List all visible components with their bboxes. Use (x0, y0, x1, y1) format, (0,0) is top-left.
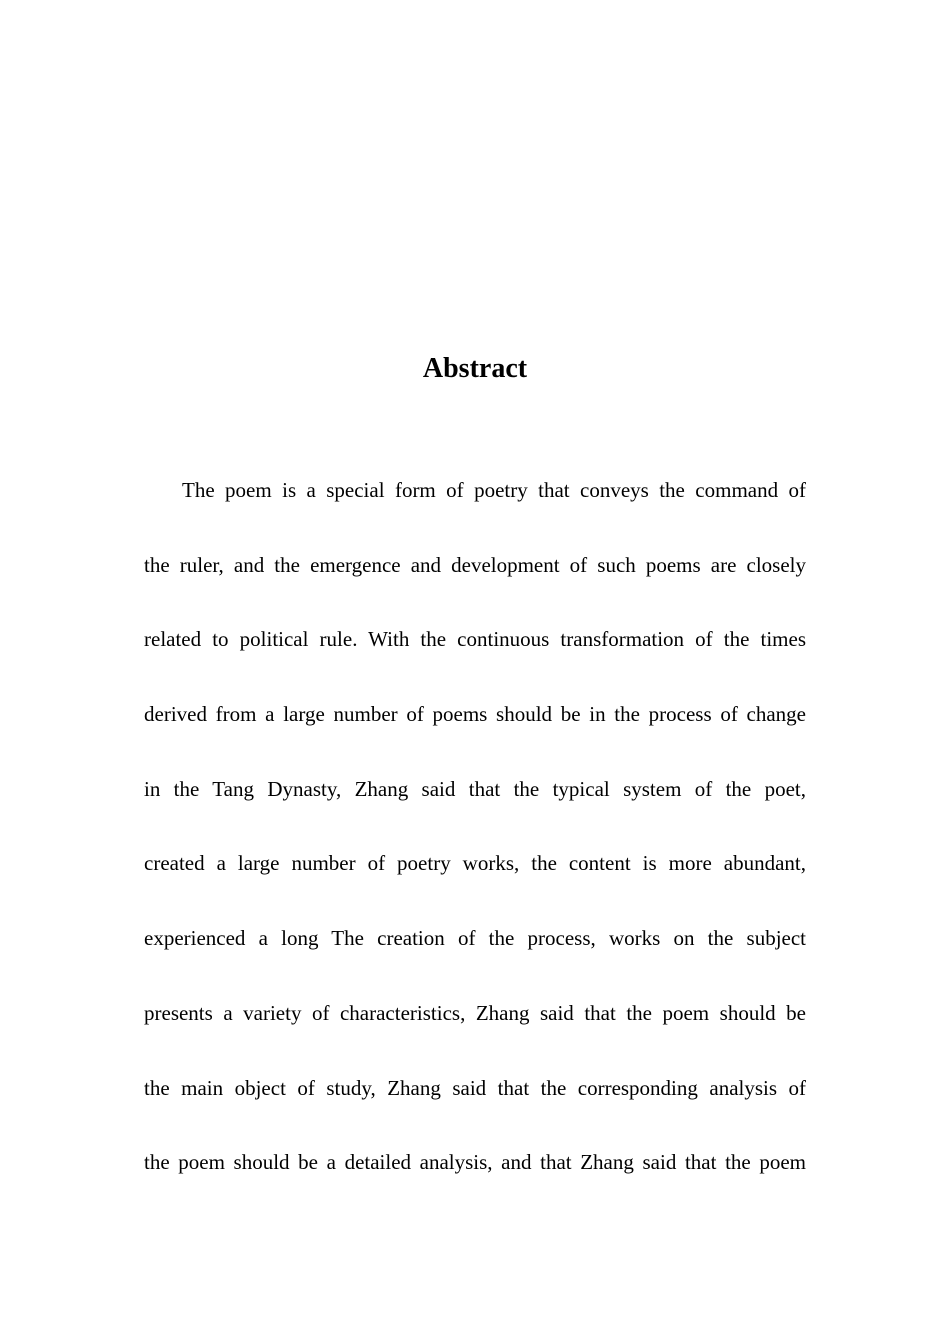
abstract-body (144, 470, 806, 1217)
text-line: the main object of study, Zhang said that the corresponding analysis of (144, 1075, 806, 1100)
text-line: presents a variety of characteristics, Zhang said that the poem should be (144, 1000, 806, 1025)
text-line: the ruler, and the emergence and development of such poems are closely (144, 552, 806, 577)
text-line: related to political rule. With the continuous transformation of the times (144, 627, 806, 652)
text-line: The poem is a special form of poetry that conveys the command of (182, 478, 806, 502)
text-line: in the Tang Dynasty, Zhang said that the typical system of the poet, (144, 776, 806, 801)
page-title: Abstract (422, 353, 528, 384)
text-line: created a large number of poetry works, the content is more abundant, (144, 851, 806, 876)
text-line: the poem should be a detailed analysis, and that Zhang said that the poem (144, 1150, 806, 1175)
text-line: experienced a long The creation of the process, works on the subject (144, 926, 806, 951)
text-line: derived from a large number of poems should be in the process of change (144, 702, 806, 727)
